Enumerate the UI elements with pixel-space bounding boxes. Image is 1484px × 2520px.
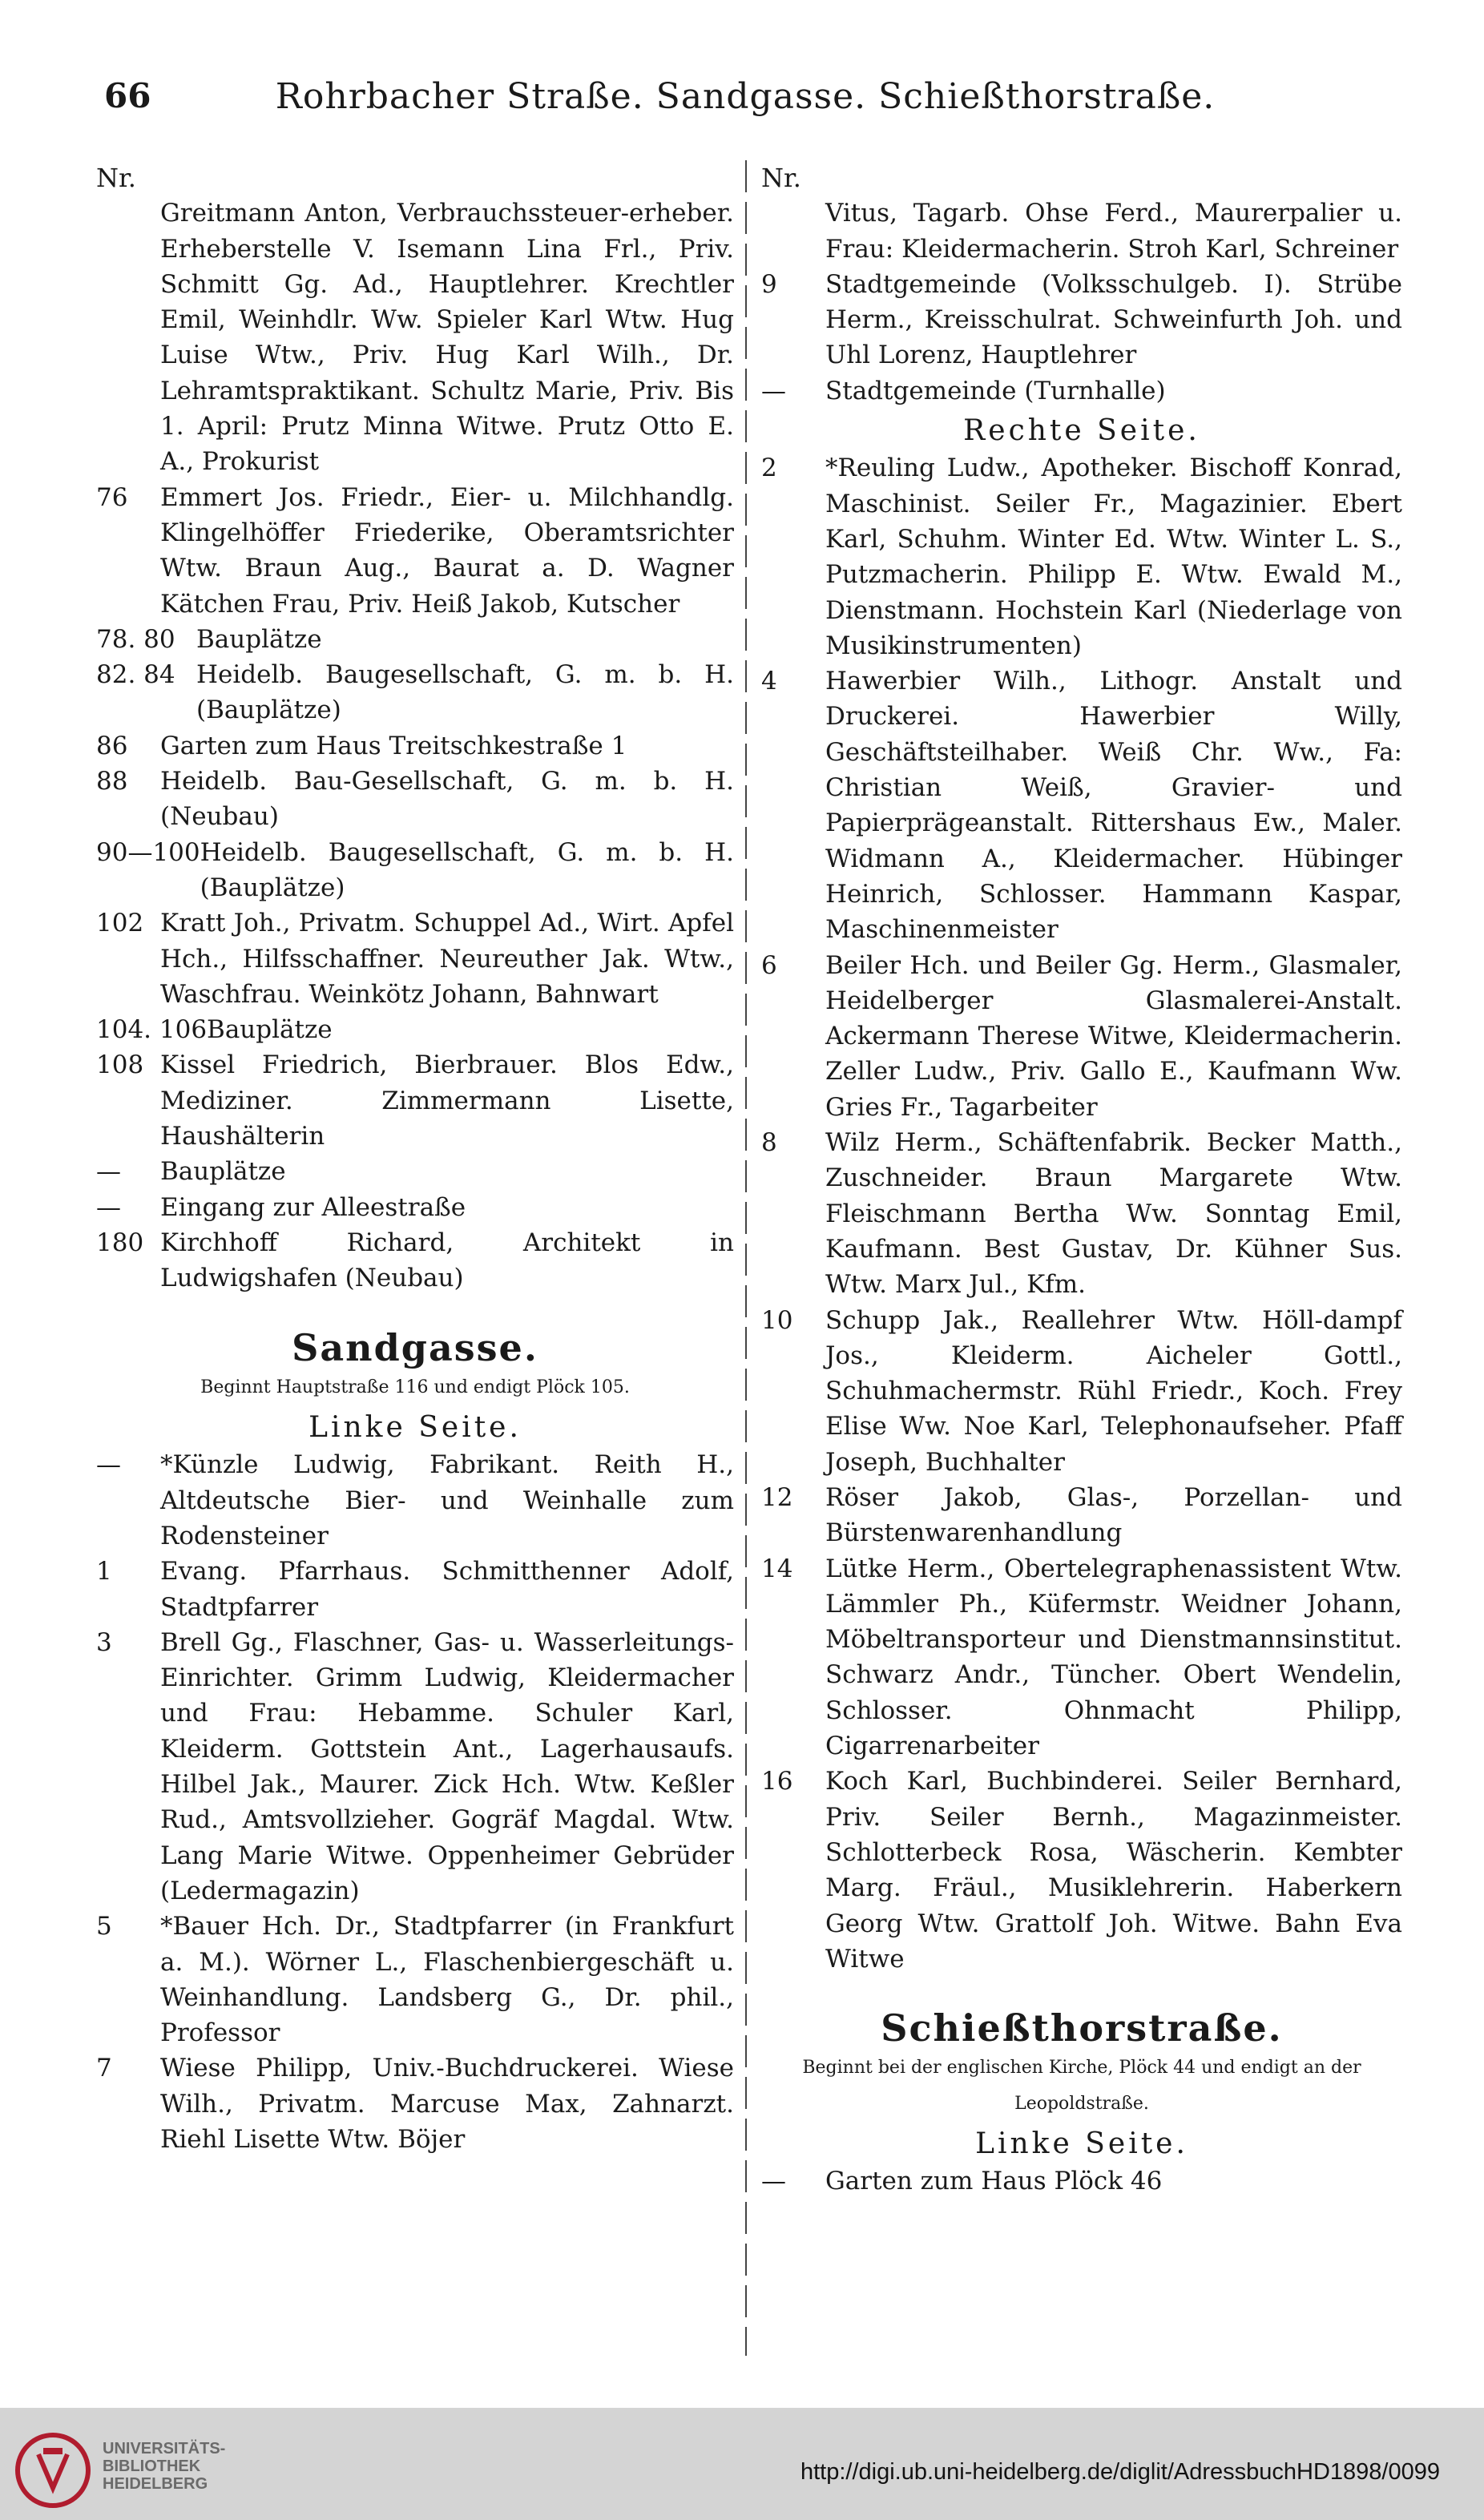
- directory-entry: [96, 728, 734, 764]
- house-number: 86: [96, 731, 128, 760]
- directory-entry: [761, 450, 1402, 663]
- entry-list: [761, 196, 1402, 409]
- entry-text: Garten zum Haus Treitschkestraße 1: [160, 731, 627, 760]
- entry-text: Hawerbier Wilh., Lithogr. Anstalt und Druckerei. Hawerbier Willy, Geschäftsteilhaber. Weiß Chr. Ww., Fa: Christian Weiß, Gravier- und Papierprägeanstalt. Rittershaus Ew., Maler. Widmann A., Kleidermacher. Hübinger Heinrich, Schlosser. Hammann Kaspar, Maschinenmeister: [825, 667, 1402, 945]
- entry-list: [761, 450, 1402, 1977]
- entry-list: [96, 1447, 734, 2157]
- directory-entry: [96, 1190, 734, 1225]
- entry-text: Heidelb. Bau-Gesellschaft, G. m. b. H. (Neubau): [160, 767, 734, 832]
- house-number: 102: [96, 909, 144, 938]
- directory-entry: [761, 267, 1402, 373]
- entry-text: Kirchhoff Richard, Architekt in Ludwigshafen (Neubau): [160, 1228, 734, 1293]
- entry-text: Evang. Pfarrhaus. Schmitthenner Adolf, Stadtpfarrer: [160, 1557, 734, 1622]
- library-logo-text: [103, 2440, 225, 2493]
- house-number: [761, 196, 825, 267]
- house-number: 1: [96, 1557, 112, 1587]
- house-number: 90—100: [96, 837, 200, 867]
- left-column: [96, 160, 734, 2157]
- entry-text: Röser Jakob, Glas-, Porzellan- und Bürstenwarenhandlung: [825, 1482, 1402, 1548]
- street-title-sandgasse: Sandgasse.: [292, 1325, 538, 1369]
- directory-entry: [96, 2050, 734, 2157]
- house-number: —: [96, 1157, 121, 1187]
- street-note: Beginnt Hauptstraße 116 und endigt Plöck 105.: [200, 1377, 630, 1397]
- house-number: 10: [761, 1305, 793, 1335]
- house-number: 16: [761, 1767, 793, 1796]
- entry-text: Bauplätze: [160, 1157, 286, 1187]
- entry-text: *Künzle Ludwig, Fabrikant. Reith H., Altdeutsche Bier- und Weinhalle zum Rodensteiner: [160, 1450, 734, 1550]
- entry-list: [761, 2163, 1402, 2199]
- directory-entry: [96, 1554, 734, 1625]
- house-number: 5: [96, 1912, 112, 1941]
- directory-entry: [96, 835, 734, 906]
- house-number: 2: [761, 454, 777, 483]
- entry-text: Wilz Herm., Schäftenfabrik. Becker Matth., Zuschneider. Braun Margarete Wtw. Fleischmann Bertha Ww. Sonntag Emil, Kaufmann. Best Gustav, Dr. Kühner Sus. Wtw. Marx Jul., Kfm.: [825, 1128, 1402, 1300]
- directory-entry: [761, 1551, 1402, 1764]
- directory-entry: [96, 1909, 734, 2050]
- house-number: 180: [96, 1228, 144, 1257]
- entry-text: *Reuling Ludw., Apotheker. Bischoff Konrad, Maschinist. Seiler Fr., Magazinier. Ebert Karl, Schuhm. Winter Ed. Wtw. Winter L. S., Putzmacherin. Philipp E. Wtw. Ewald M., Dienstmann. Hochstein Karl (Niederlage von Musikinstrumenten): [825, 454, 1402, 660]
- entry-text: Brell Gg., Flaschner, Gas- u. Wasserleitungs-Einrichter. Grimm Ludwig, Kleidermacher und Frau: Hebamme. Schuler Karl, Kleiderm. Gottstein Ant., Lagerhausaufs. Hilbel Jak., Maurer. Zick Hch. Wtw. Keßler Rud., Amtsvollzieher. Gogräf Magdal. Wtw. Lang Marie Witwe. Oppenheimer Gebrüder (Ledermagazin): [160, 1627, 734, 1905]
- logo-line: UNIVERSITÄTS-: [103, 2440, 226, 2458]
- house-number: 8: [761, 1128, 777, 1158]
- page-header: [104, 76, 1386, 124]
- directory-entry: [96, 1225, 734, 1296]
- entry-text: Garten zum Haus Plöck 46: [825, 2167, 1163, 2196]
- directory-entry: [96, 622, 734, 657]
- entry-text: Eingang zur Alleestraße: [160, 1192, 466, 1222]
- house-number: 4: [761, 667, 777, 696]
- entry-text: *Bauer Hch. Dr., Stadtpfarrer (in Frankfurt a. M.). Wörner L., Flaschenbiergeschäft u. Weinhandlung. Landsberg G., Dr. phil., Professor: [160, 1912, 734, 2048]
- house-number: 88: [96, 767, 128, 796]
- logo-line: BIBLIOTHEK: [103, 2458, 201, 2475]
- house-number: 7: [96, 2054, 112, 2083]
- house-number: 78. 80: [96, 624, 175, 654]
- directory-entry: [96, 905, 734, 1012]
- street-title-schiessthorstrasse: Schießthorstraße.: [881, 2006, 1283, 2050]
- directory-entry: [96, 196, 734, 479]
- house-number: 3: [96, 1627, 112, 1657]
- directory-entry: [96, 1154, 734, 1189]
- house-number: 12: [761, 1482, 793, 1512]
- house-number: 104. 106: [96, 1015, 208, 1045]
- footer-bar: [0, 2408, 1484, 2520]
- nr-label: Nr.: [96, 163, 136, 193]
- house-number: —: [761, 376, 786, 405]
- side-title: Rechte Seite.: [963, 414, 1200, 448]
- house-number: 14: [761, 1554, 793, 1583]
- entry-text: Koch Karl, Buchbinderei. Seiler Bernhard, Priv. Seiler Bernh., Magazinmeister. Schlotterbeck Rosa, Wäscherin. Kembter Marg. Fräul., Musiklehrerin. Haberkern Georg Wtw. Grattolf Joh. Witwe. Bahn Eva Witwe: [825, 1767, 1402, 1974]
- directory-entry: [96, 764, 734, 835]
- logo-line: HEIDELBERG: [103, 2475, 208, 2493]
- nr-label: Nr.: [761, 163, 801, 193]
- right-column: [761, 160, 1402, 2199]
- directory-entry: [96, 1012, 734, 1047]
- entry-text: Stadtgemeinde (Volksschulgeb. I). Strübe Herm., Kreisschulrat. Schweinfurth Joh. und Uhl Lorenz, Hauptlehrer: [825, 269, 1402, 370]
- directory-entry: [761, 1125, 1402, 1302]
- street-note: Beginnt bei der englischen Kirche, Plöck 44 und endigt an der Leopoldstraße.: [802, 2058, 1361, 2114]
- directory-entry: [761, 1480, 1402, 1551]
- entry-text: Bauplätze: [207, 1015, 333, 1045]
- entry-text: Kratt Joh., Privatm. Schuppel Ad., Wirt. Apfel Hch., Hilfsschaffner. Neureuther Jak. Wtw., Waschfrau. Weinkötz Johann, Bahnwart: [160, 909, 734, 1009]
- entry-text: Emmert Jos. Friedr., Eier- u. Milchhandlg. Klingelhöffer Friederike, Oberamtsrichter Wtw. Braun Aug., Baurat a. D. Wagner Kätchen Frau, Priv. Heiß Jakob, Kutscher: [160, 482, 734, 619]
- entry-text: Schupp Jak., Reallehrer Wtw. Höll-dampf Jos., Kleiderm. Aicheler Gottl., Schuhmachermstr. Rühl Friedr., Koch. Frey Elise Ww. Noe Karl, Telephonaufseher. Pfaff Joseph, Buchhalter: [825, 1305, 1402, 1477]
- house-number: 82. 84: [96, 660, 175, 690]
- side-title: Linke Seite.: [975, 2127, 1188, 2161]
- entry-text: Wiese Philipp, Univ.-Buchdruckerei. Wiese Wilh., Privatm. Marcuse Max, Zahnarzt. Riehl Lisette Wtw. Böjer: [160, 2054, 734, 2155]
- directory-entry: [761, 948, 1402, 1125]
- house-number: —: [96, 1192, 121, 1222]
- house-number: —: [761, 2167, 786, 2196]
- entry-text: Vitus, Tagarb. Ohse Ferd., Maurerpalier u. Frau: Kleidermacherin. Stroh Karl, Schreiner: [825, 199, 1402, 264]
- university-seal-icon: [14, 2432, 91, 2509]
- directory-entry: [761, 1764, 1402, 1977]
- entry-list: [96, 196, 734, 1296]
- running-title: Rohrbacher Straße. Sandgasse. Schießthorstraße.: [275, 76, 1216, 117]
- directory-entry: [761, 2163, 1402, 2199]
- entry-text: Kissel Friedrich, Bierbrauer. Blos Edw., Mediziner. Zimmermann Lisette, Haushälterin: [160, 1050, 734, 1151]
- side-title: Linke Seite.: [308, 1411, 522, 1445]
- source-url-link[interactable]: http://digi.ub.uni-heidelberg.de/diglit/AdressbuchHD1898/0099: [800, 2459, 1440, 2485]
- entry-text: Greitmann Anton, Verbrauchssteuer-erheber. Erheberstelle V. Isemann Lina Frl., Priv. Schmitt Gg. Ad., Hauptlehrer. Krechtler Emil, Weinhdlr. Ww. Spieler Karl Wtw. Hug Luise Wtw., Priv. Hug Karl Wilh., Dr. Lehramtspraktikant. Schultz Marie, Priv. Bis 1. April: Prutz Minna Witwe. Prutz Otto E. A., Prokurist: [160, 199, 734, 477]
- entry-text: Stadtgemeinde (Turnhalle): [825, 376, 1166, 405]
- entry-text: Beiler Hch. und Beiler Gg. Herm., Glasmaler, Heidelberger Glasmalerei-Anstalt. Ackermann Therese Witwe, Kleidermacherin. Zeller Ludw., Priv. Gallo E., Kaufmann Ww. Gries Fr., Tagarbeiter: [825, 950, 1402, 1122]
- directory-entry: [96, 1447, 734, 1554]
- entry-text: Heidelb. Baugesellschaft, G. m. b. H. (Bauplätze): [196, 660, 734, 725]
- directory-entry: [96, 480, 734, 622]
- column-divider: [745, 160, 747, 2356]
- house-number: 6: [761, 950, 777, 980]
- entry-text: Heidelb. Baugesellschaft, G. m. b. H. (Bauplätze): [200, 837, 734, 902]
- directory-entry: [96, 657, 734, 728]
- page-number: 66: [104, 76, 151, 115]
- directory-entry: [96, 1047, 734, 1154]
- entry-text: Lütke Herm., Obertelegraphenassistent Wtw. Lämmler Ph., Küfermstr. Weidner Johann, Möbeltransporteur und Dienstmannsinstitut. Schwarz Andr., Tüncher. Obert Wendelin, Schlosser. Ohnmacht Philipp, Cigarrenarbeiter: [825, 1554, 1402, 1761]
- house-number: 76: [96, 482, 128, 512]
- house-number: —: [96, 1450, 121, 1480]
- house-number: 108: [96, 1050, 144, 1080]
- directory-entry: [761, 663, 1402, 947]
- directory-entry: [761, 1303, 1402, 1480]
- entry-text: Bauplätze: [196, 624, 322, 654]
- directory-entry: [761, 373, 1402, 409]
- house-number: 9: [761, 269, 777, 299]
- directory-entry: [761, 196, 1402, 267]
- directory-entry: [96, 1625, 734, 1909]
- house-number: [96, 196, 160, 479]
